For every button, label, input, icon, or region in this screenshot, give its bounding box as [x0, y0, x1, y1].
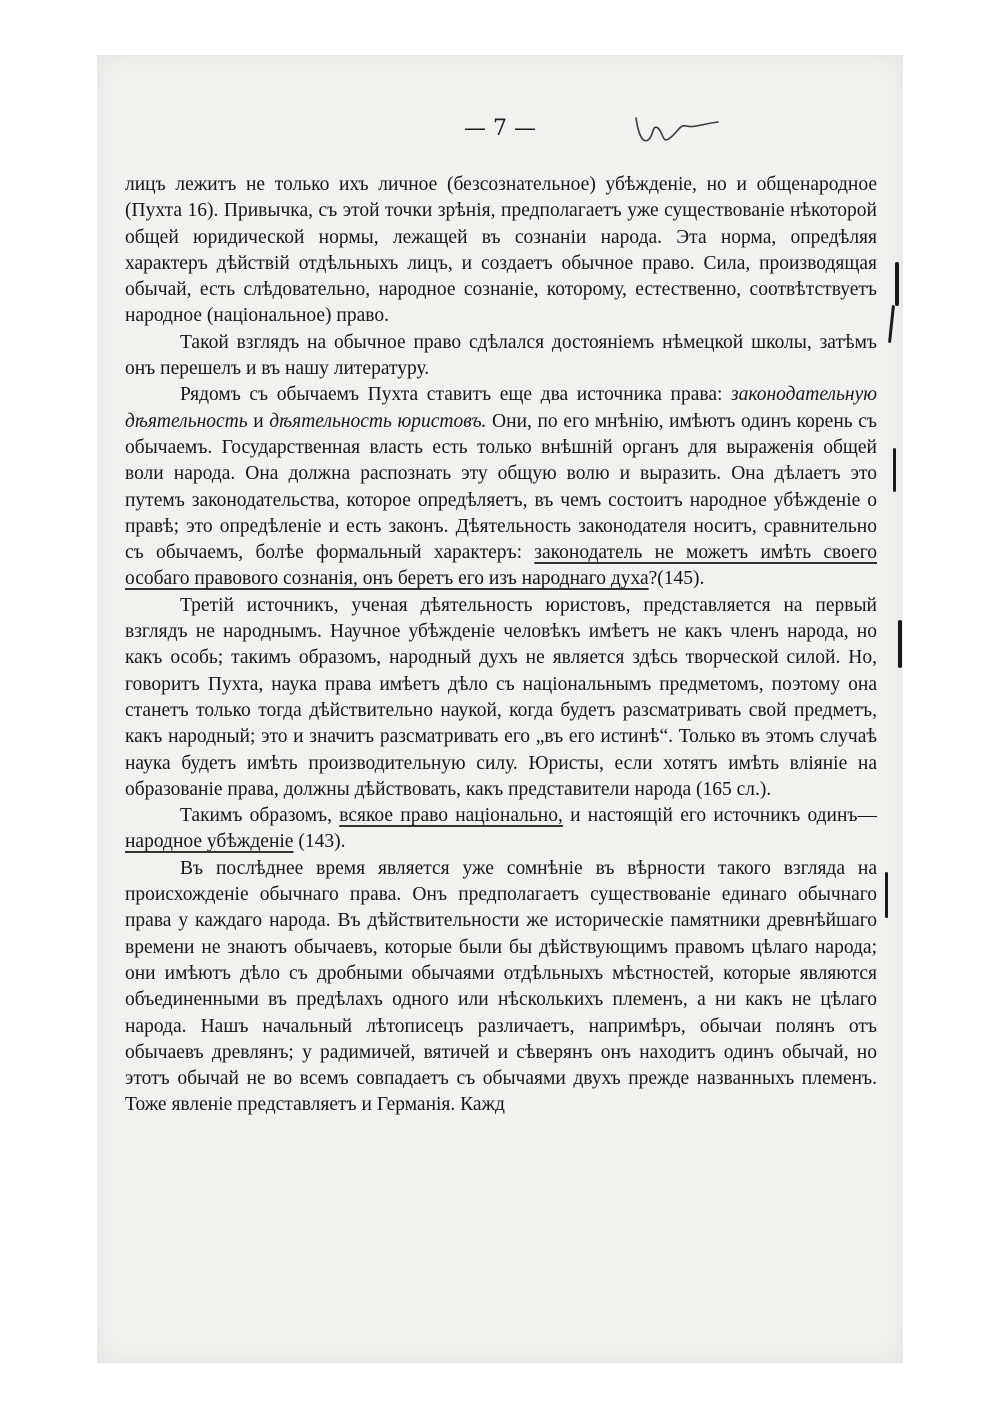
text-run: законодательную дѣятельность — [125, 384, 877, 432]
text-run: и — [247, 410, 270, 432]
paragraph-p4 — [125, 593, 877, 803]
text-run: Такимъ образомъ, — [180, 805, 340, 827]
paragraph-p2 — [125, 330, 877, 383]
text-run: всякое право національно, — [339, 805, 563, 827]
text-run: Такой взглядъ на обычное право сдѣлался достояніемъ нѣмецкой школы, затѣмъ онъ перешелъ и въ нашу литературу. — [125, 331, 877, 380]
margin-mark — [895, 262, 899, 306]
page-number: — 7 — — [464, 116, 536, 141]
text-run: и настоящій его источникъ одинъ— — [562, 805, 878, 827]
text-run: Они, по его мнѣнію, имѣютъ одинъ корень съ обычаемъ. Государственная власть есть только внѣшній органъ для выраженія общей воли народа. Она должна распознать эту общую волю и выразить. Она дѣлаетъ это путемъ законодательства, которое опредѣляетъ, въ чемъ состоитъ народное убѣжденіе о правѣ; это опредѣленіе и есть законъ. Дѣятельность законодателя носитъ, сравнительно съ обычаемъ, болѣе формальный характеръ: — [125, 410, 877, 564]
text-run: дѣятельность юристовъ. — [269, 410, 487, 432]
paragraph-p5 — [125, 803, 877, 856]
margin-mark — [898, 620, 902, 668]
text-run: народное убѣжденіе — [125, 831, 294, 853]
paragraph-p6 — [125, 856, 877, 1119]
text-run: Третій источникъ, ученая дѣятельность юристовъ, представляется на первый взглядъ не народнымъ. Научное убѣжденіе человѣкъ имѣетъ не какъ членъ народа, но какъ особь; такимъ образомъ, народный духъ не является здѣсь творческой силой. Но, говоритъ Пухта, наука права имѣетъ дѣло съ національнымъ предметомъ, поэтому она станетъ только тогда дѣйствительно наукой, когда будетъ разсматривать свой предметъ, какъ народный; это и значитъ разсматривать его „въ его истинѣ“. Только въ этомъ случаѣ наука будетъ имѣть производительную силу. Юристы, если хотятъ имѣть вліяніе на образованіе права, должны дѣйствовать, какъ представители народа (165 сл.). — [125, 594, 877, 800]
text-run: законодатель не можетъ имѣть своего особаго правового сознанія, онъ беретъ его изъ народнаго духа — [125, 542, 878, 590]
paragraph-p1 — [125, 172, 877, 330]
text-run: ?(145). — [648, 568, 705, 590]
margin-mark — [885, 872, 888, 918]
text-run: Въ послѣднее время является уже сомнѣніе въ вѣрности такого взгляда на происхожденіе обычнаго права. Онъ предполагаетъ существованіе единаго обычнаго права у каждаго народа. Въ дѣйствительности же историческіе памятники древнѣйшаго времени не знаютъ обычаевъ, которые были бы дѣйствующимъ правомъ цѣлаго народа; они имѣютъ дѣло съ дробными обычаями отдѣльныхъ мѣстностей, которые являются объединенными въ предѣлахъ одного или нѣсколькихъ племенъ, а ни какъ не цѣлаго народа. Нашъ начальный лѣтописецъ различаетъ, напримѣръ, обычаи полянъ отъ обычаевъ древлянъ; у радимичей, вятичей и сѣверянъ онъ находитъ одинъ обычай, но этотъ обычай не во всемъ совпадаетъ съ обычаями двухъ прежде названныхъ племенъ. Тоже явленіе представляетъ и Германія. Кажд — [125, 857, 877, 1116]
page-text — [125, 172, 877, 1119]
margin-mark — [893, 448, 896, 492]
text-run: Рядомъ съ обычаемъ Пухта ставитъ еще два источника права: — [180, 384, 732, 406]
text-run: (143). — [293, 831, 346, 853]
paragraph-p3 — [125, 382, 877, 592]
text-run: лицъ лежитъ не только ихъ личное (безсознательное) убѣжденіе, но и общенародное (Пухта 16). Привычка, съ этой точки зрѣнія, предполагаетъ уже существованіе нѣкоторой общей юридической нормы, лежащей въ сознаніи народа. Эта норма, опредѣляя характеръ дѣйствій отдѣльныхъ лицъ, и создаетъ обычное право. Сила, производящая обычай, есть слѣдовательно, народное сознаніе, которому, естественно, соотвѣтствуетъ народное (національное) право. — [125, 174, 877, 327]
